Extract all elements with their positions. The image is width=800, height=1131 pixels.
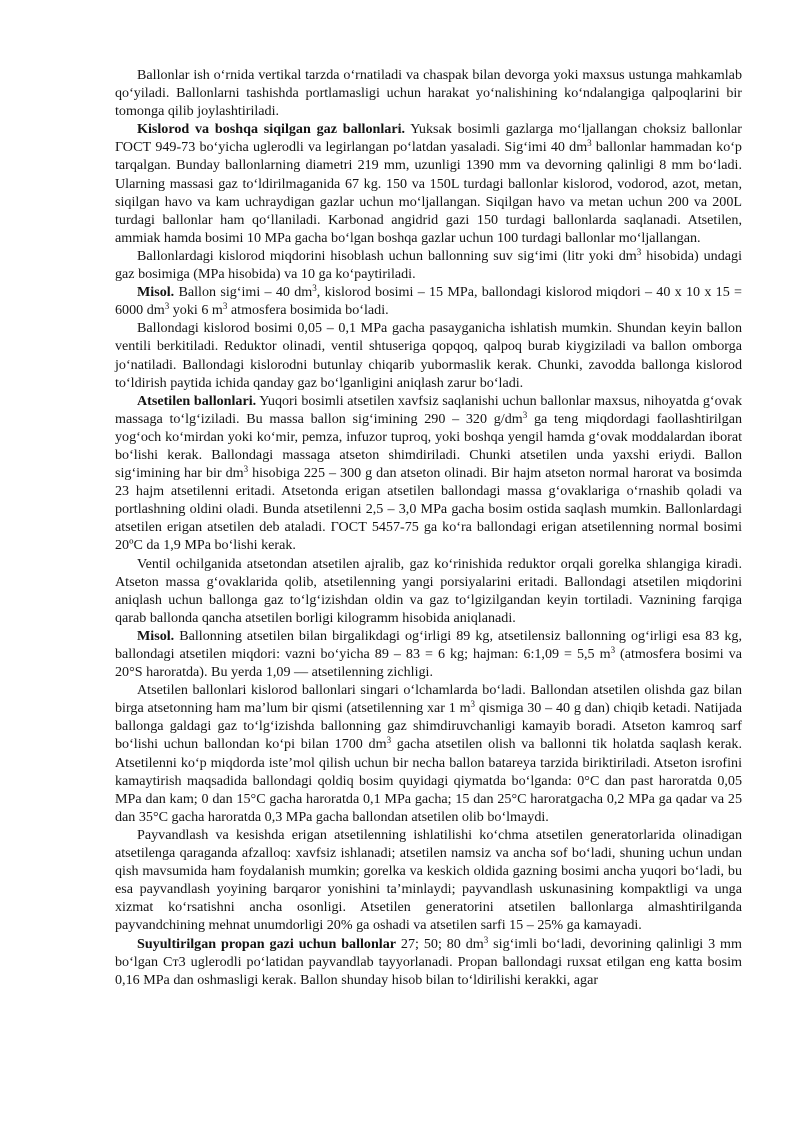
- paragraph-text: qismiga 30 – 40 g dan) chiqib ketadi. Natijada ballonga galdagi gaz to‘lg‘izishda ballonning gaz shimdiruvchanligi kamayib boradi. Atseton kamroq sarf bo‘lishi uchun ballondan ko‘pi bilan 1700 dm: [115, 700, 742, 753]
- superscript: 3: [636, 246, 642, 257]
- paragraph-text: yoki 6 m: [169, 302, 223, 319]
- paragraph-heading: Suyultirilgan propan gazi uchun ballonlar: [137, 935, 397, 952]
- paragraph: [115, 247, 742, 283]
- superscript: 3: [587, 138, 592, 149]
- paragraph-heading: Misol.: [137, 284, 175, 301]
- paragraph-text: sig‘imli bo‘ladi, devorining qalinligi 3 mm bo‘lgan Cт3 uglerodli po‘latidan payvandlab tayyorlanadi. Propan ballondagi ruxsat etilgan eng katta bosim 0,16 MPa dan oshmasligi kerak. Ballon shunday hisob bilan to‘ldirilishi kerakki, agar: [115, 935, 742, 988]
- superscript: 3: [312, 283, 317, 294]
- paragraph-text: Yuqori bosimli atsetilen xavfsiz saqlanishi uchun ballonlar maxsus, nihoyatda g‘ovak massaga to‘lg‘iziladi. Bu massa ballon sig‘imining 290 – 320 g/dm: [115, 392, 742, 427]
- paragraph-text: 27; 50; 80 dm: [396, 935, 484, 952]
- paragraph: [115, 627, 742, 681]
- superscript: 3: [222, 301, 228, 312]
- paragraph-text: Ballondagi kislorod bosimi 0,05 – 0,1 MPa gacha pasayganicha ishlatish mumkin. Shundan keyin ballon ventili berkitiladi. Reduktor olinadi, ventil shtuseriga qopqoq, qalpoq burab kiygiziladi va ballon omborga jo‘natiladi. Ballondagi kislorodni butunlay chiqarib yubormaslik kerak. Chunki, zavodda ballonga kislorod to‘ldirish paytida ichida qanday gaz bo‘lganligini aniqlash zarur bo‘ladi.: [115, 320, 742, 391]
- paragraph: [115, 681, 742, 826]
- paragraph-text: Atsetilen ballonlari kislorod ballonlari singari o‘lchamlarda bo‘ladi. Ballondan atsetilen olishda gaz bilan birga atsetonning ham ma’lum bir qismi (atsetilenning xar 1 m: [115, 682, 742, 717]
- paragraph-text: Ballon sig‘imi – 40 dm: [174, 284, 313, 301]
- superscript: 3: [470, 699, 476, 710]
- paragraph-text: Ballonning atsetilen bilan birgalikdagi og‘irligi 89 kg, atsetilensiz ballonning og‘irligi esa 83 kg, ballondagi atsetilen miqdori: vazni bo‘yicha 89 – 83 = 6 kg; hajman: 6:1,09 = 5,5 m: [115, 627, 742, 662]
- superscript: 3: [164, 301, 170, 312]
- paragraph: [115, 283, 742, 319]
- paragraph: [115, 555, 742, 627]
- superscript: 3: [483, 934, 489, 945]
- paragraph-text: , kislorod bosimi – 15 MPa, ballondagi kislorod miqdori – 40 x 10 x 15 = 6000 dm: [115, 284, 742, 319]
- paragraph-text: (atmosfera bosimi va 20°S haroratda). Bu yerda 1,09 — atsetilenning zichligi.: [115, 646, 742, 681]
- document-page: [115, 66, 742, 989]
- paragraph-text: Ballonlardagi kislorod miqdorini hisoblash uchun ballonning suv sig‘imi (litr yoki dm: [137, 247, 637, 264]
- paragraph-text: ballonlar hammadan ko‘p tarqalgan. Bunday ballonlarning diametri 219 mm, uzunligi 1390 mm va devorning qalinligi 8 mm bo‘ladi. Ularning massasi gaz to‘ldirilmaganida 67 kg. 150 va 150L turdagi ballonlar kislorod, vodorod, azot, metan, siqilgan havo va kam uchraydigan gazlar uchun mo‘ljallangan. Siqilgan havo va metan uchun 200 va 200L turdagi ballonlar ham qo‘llaniladi. Karbonad angidrid gazi 150 turdagi ballonlarda saqlanadi. Atsetilen, ammiak hamda bosimi 10 MPa gacha bo‘lgan boshqa gazlar uchun 100 turdagi ballonlar mo‘ljallangan.: [115, 139, 742, 246]
- paragraph: [115, 66, 742, 120]
- paragraph-text: Yuksak bosimli gazlarga mo‘ljallangan choksiz ballonlar ГОСТ 949-73 bo‘yicha uglerodli va legirlangan po‘latdan yasaladi. Sig‘imi 40 dm: [115, 121, 742, 156]
- paragraph: [115, 392, 742, 555]
- paragraph-heading: Kislorod va boshqa siqilgan gaz ballonlari.: [137, 121, 406, 138]
- superscript: 3: [522, 409, 528, 420]
- paragraph-text: ga teng miqdordagi faollashtirilgan yog‘och ko‘mirdan yoki ko‘mir, pemza, infuzor tuproq, yoki boshqa yengil hamda g‘ovak moddalardan iborat bo‘lishi kerak. Ballondagi massaga atseton shimdiriladi. Chunki atsetilen unda yaxshi eriydi. Ballon sig‘imining har bir dm: [115, 410, 742, 482]
- paragraph-text: atmosfera bosimida bo‘ladi.: [227, 302, 389, 319]
- paragraph-heading: Atsetilen ballonlari.: [137, 392, 257, 409]
- paragraph: [115, 319, 742, 391]
- paragraph-text: Payvandlash va kesishda erigan atsetilenning ishlatilishi ko‘chma atsetilen generatorlarida olinadigan atsetilenga qaraganda afzalloq: xavfsiz ishlanadi; atsetilen namsiz va ancha sof bo‘ladi, shuning uchun undan qish mavsumida ham foydalanish mumkin; gorelka va keskich oldida gazning bosimi ancha yuqori bo‘ladi, bu esa payvandlash yoyining barqaror yonishini ta’minlaydi; payvandlash uskunasining kompaktligi va unga xizmat ko‘rsatishni ancha osonligi. Atsetilen generatorini atsetilen ballonlarga almashtirilganda payvandchining mehnat unumdorligi 20% ga oshadi va atsetilen sarfi 15 – 25% ga kamayadi.: [115, 826, 742, 934]
- paragraph: [115, 935, 742, 989]
- paragraph: [115, 120, 742, 247]
- paragraph-text: hisobida) undagi gaz bosimiga (MPa hisobida) va 10 ga ko‘paytiriladi.: [115, 247, 742, 283]
- paragraph-text: hisobiga 225 – 300 g dan atseton olinadi. Bir hajm atseton normal harorat va bosimda 23 hajm atsetilenni eritadi. Atsetonda erigan atsetilen ballondagi massa g‘ovaklariga o‘rnashib qoladi va portlashning oldini oladi. Bunda atsetilenni 2,5 – 3,0 MPa gacha bosim ostida saqlash mumkin. Ballonlardagi atsetilen erigan atsetilen deb ataladi. ГОСТ 5457-75 ga ko‘ra ballondagi erigan atsetilenning normal bosimi 20ºC da 1,9 MPa bo‘lishi kerak.: [115, 465, 742, 554]
- superscript: 3: [610, 645, 616, 655]
- superscript: 3: [386, 735, 392, 746]
- paragraph: [115, 826, 742, 935]
- superscript: 3: [243, 464, 249, 475]
- paragraph-text: Ballonlar ish o‘rnida vertikal tarzda o‘rnatiladi va chaspak bilan devorga yoki maxsus ustunga mahkamlab qo‘yiladi. Ballonlarni tashishda portlamasligi uchun harakat yo‘nalishining ko‘ndalangiga qalpoqlarini bir tomonga qilib joylashtiriladi.: [115, 67, 742, 120]
- paragraph-text: gacha atsetilen olish va ballonni tik holatda saqlash kerak. Atsetilenni ko‘p miqdorda iste’mol qilish uchun bir necha ballon batareya tarzida biriktiriladi. Atseton isrofini kamaytirish maqsadida ballondagi qoldiq bosim quyidagi qiymatda bo‘lganda: 0°C dan past haroratda 0,05 MPa dan kam; 0 dan 15°C gacha haroratda 0,1 MPa gacha; 15 dan 25°C haroratgacha 0,2 MPa ga qadar va 25 dan 35°C gacha haroratda 0,3 MPa gacha ballondan atsetilen olib bo‘lmaydi.: [115, 736, 743, 825]
- paragraph-heading: Misol.: [137, 627, 175, 644]
- paragraph-text: Ventil ochilganida atsetondan atsetilen ajralib, gaz ko‘rinishida reduktor orqali gorelka shlangiga kiradi. Atseton massa g‘ovaklarida qolib, atsetilenning yangi porsiyalarini eritadi. Ballondagi atsetilen miqdorini aniqlash uchun ballonga gaz to‘lg‘izishdan oldin va gaz to‘lgizilgandan keyin tortiladi. Vaznining farqiga qarab ballonda qancha atsetilen borligi kilogramm hisobida aniqlanadi.: [115, 555, 742, 626]
